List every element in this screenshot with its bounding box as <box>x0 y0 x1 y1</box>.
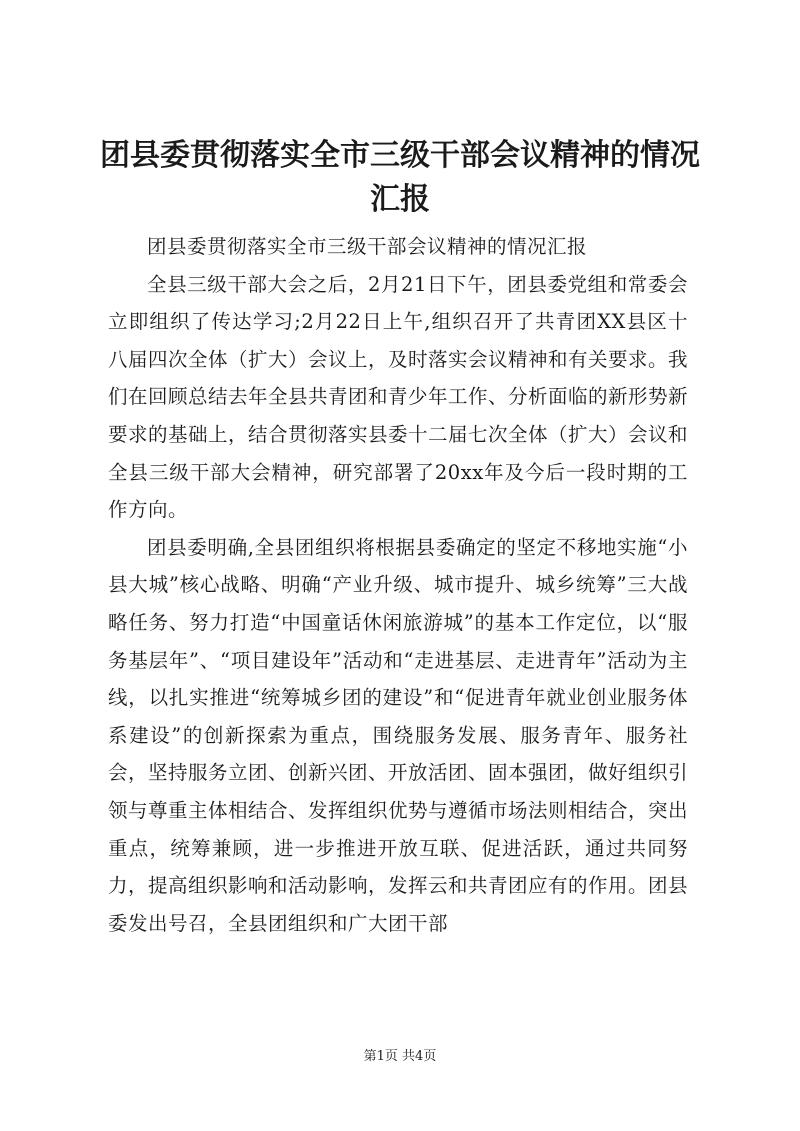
document-title: 团县委贯彻落实全市三级干部会议精神的情况汇报 <box>100 138 700 217</box>
body-paragraph-1: 全县三级干部大会之后，2月21日下午，团县委党组和常委会立即组织了传达学习;2月22日上午,组织召开了共青团XX县区十八届四次全体（扩大）会议上，及时落实会议精神和有关要求。我们在回顾总结去年全县共青团和青少年工作、分析面临的新形势新要求的基础上，结合贯彻落实县委十二届七次全体（扩大）会议和全县三级干部大会精神，研究部署了20xx年及今后一段时期的工作方向。 <box>108 272 689 522</box>
subtitle-paragraph: 团县委贯彻落实全市三级干部会议精神的情况汇报 <box>147 235 588 258</box>
document-body <box>108 228 688 942</box>
body-paragraph-2: 团县委明确,全县团组织将根据县委确定的坚定不移地实施“小县大城”核心战略、明确“产业升级、城市提升、城乡统筹”三大战略任务、努力打造“中国童话休闲旅游城”的基本工作定位，以“服务基层年”、“项目建设年”活动和“走进基层、走进青年”活动为主线，以扎实推进“统筹城乡团的建设”和“促进青年就业创业服务体系建设”的创新探索为重点，围绕服务发展、服务青年、服务社会，坚持服务立团、创新兴团、开放活团、固本强团，做好组织引领与尊重主体相结合、发挥组织优势与遵循市场法则相结合，突出重点，统筹兼顾，进一步推进开放互联、促进活跃，通过共同努力，提高组织影响和活动影响，发挥云和共青团应有的作用。团县委发出号召，全县团组织和广大团干部 <box>108 535 689 935</box>
page-number-footer: 第1页 共4页 <box>363 1049 437 1064</box>
